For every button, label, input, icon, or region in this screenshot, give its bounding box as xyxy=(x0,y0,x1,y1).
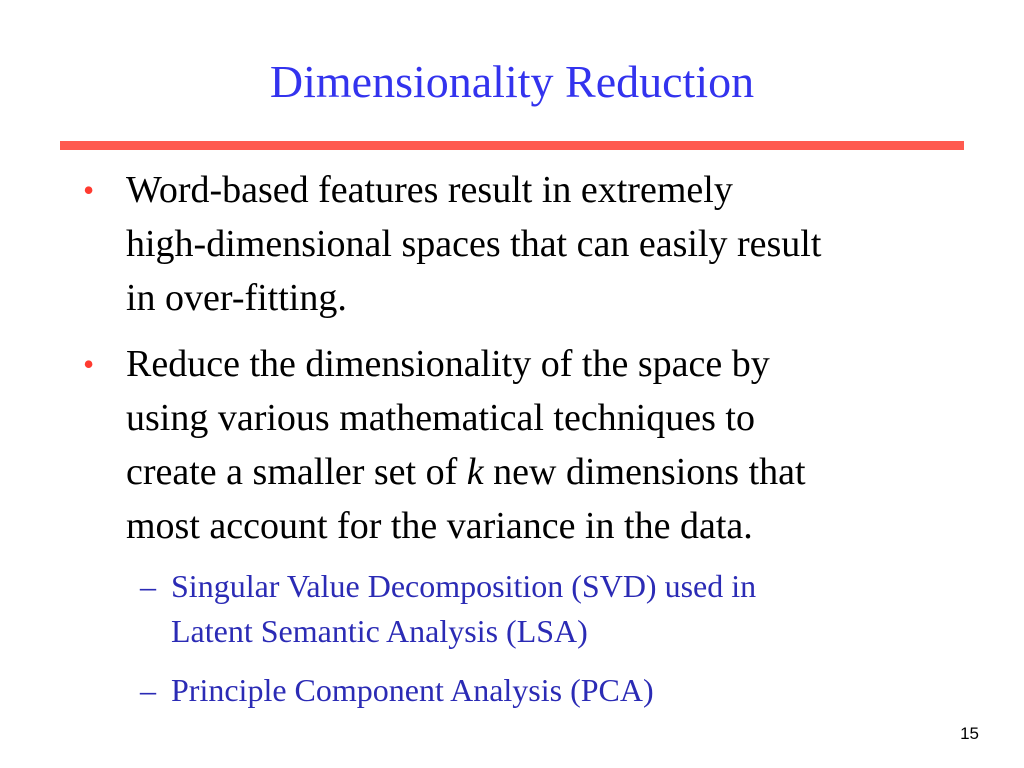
bullet-2-line-2: using various mathematical techniques to xyxy=(126,397,755,439)
bullet-2-line-3 xyxy=(126,445,976,499)
slide-title: Dimensionality Reduction xyxy=(269,56,755,107)
bullet-2-line-1: Reduce the dimensionality of the space by xyxy=(126,343,770,385)
sub-bullet-marker: – xyxy=(140,672,156,708)
page-number: 15 xyxy=(960,724,979,743)
title-divider xyxy=(60,141,964,150)
bullet-marker: • xyxy=(83,346,95,382)
bullet-1-line-1: Word-based features result in extremely xyxy=(126,169,733,211)
bullet-1 xyxy=(83,163,976,325)
sub-bullet-1-line-1: Singular Value Decomposition (SVD) used in xyxy=(171,568,757,604)
sub-bullet-1-line-2: Latent Semantic Analysis (LSA) xyxy=(171,613,588,649)
bullet-2 xyxy=(83,337,976,553)
bullet-1-line-2: high-dimensional spaces that can easily result xyxy=(126,223,822,265)
sub-bullet-2 xyxy=(140,668,961,713)
sub-bullet-1 xyxy=(140,564,961,654)
bullet-2-line-3-text-a: create a smaller set of xyxy=(126,451,467,493)
sub-bullet-marker: – xyxy=(140,568,156,604)
bullet-2-line-4: most account for the variance in the data. xyxy=(126,505,753,547)
bullet-marker: • xyxy=(83,172,95,208)
bullet-1-line-3: in over-fitting. xyxy=(126,277,347,319)
sub-bullet-2-line-1: Principle Component Analysis (PCA) xyxy=(171,672,654,708)
variable-k: k xyxy=(466,451,484,493)
bullet-2-line-3-text-b: new dimensions that xyxy=(483,451,806,493)
